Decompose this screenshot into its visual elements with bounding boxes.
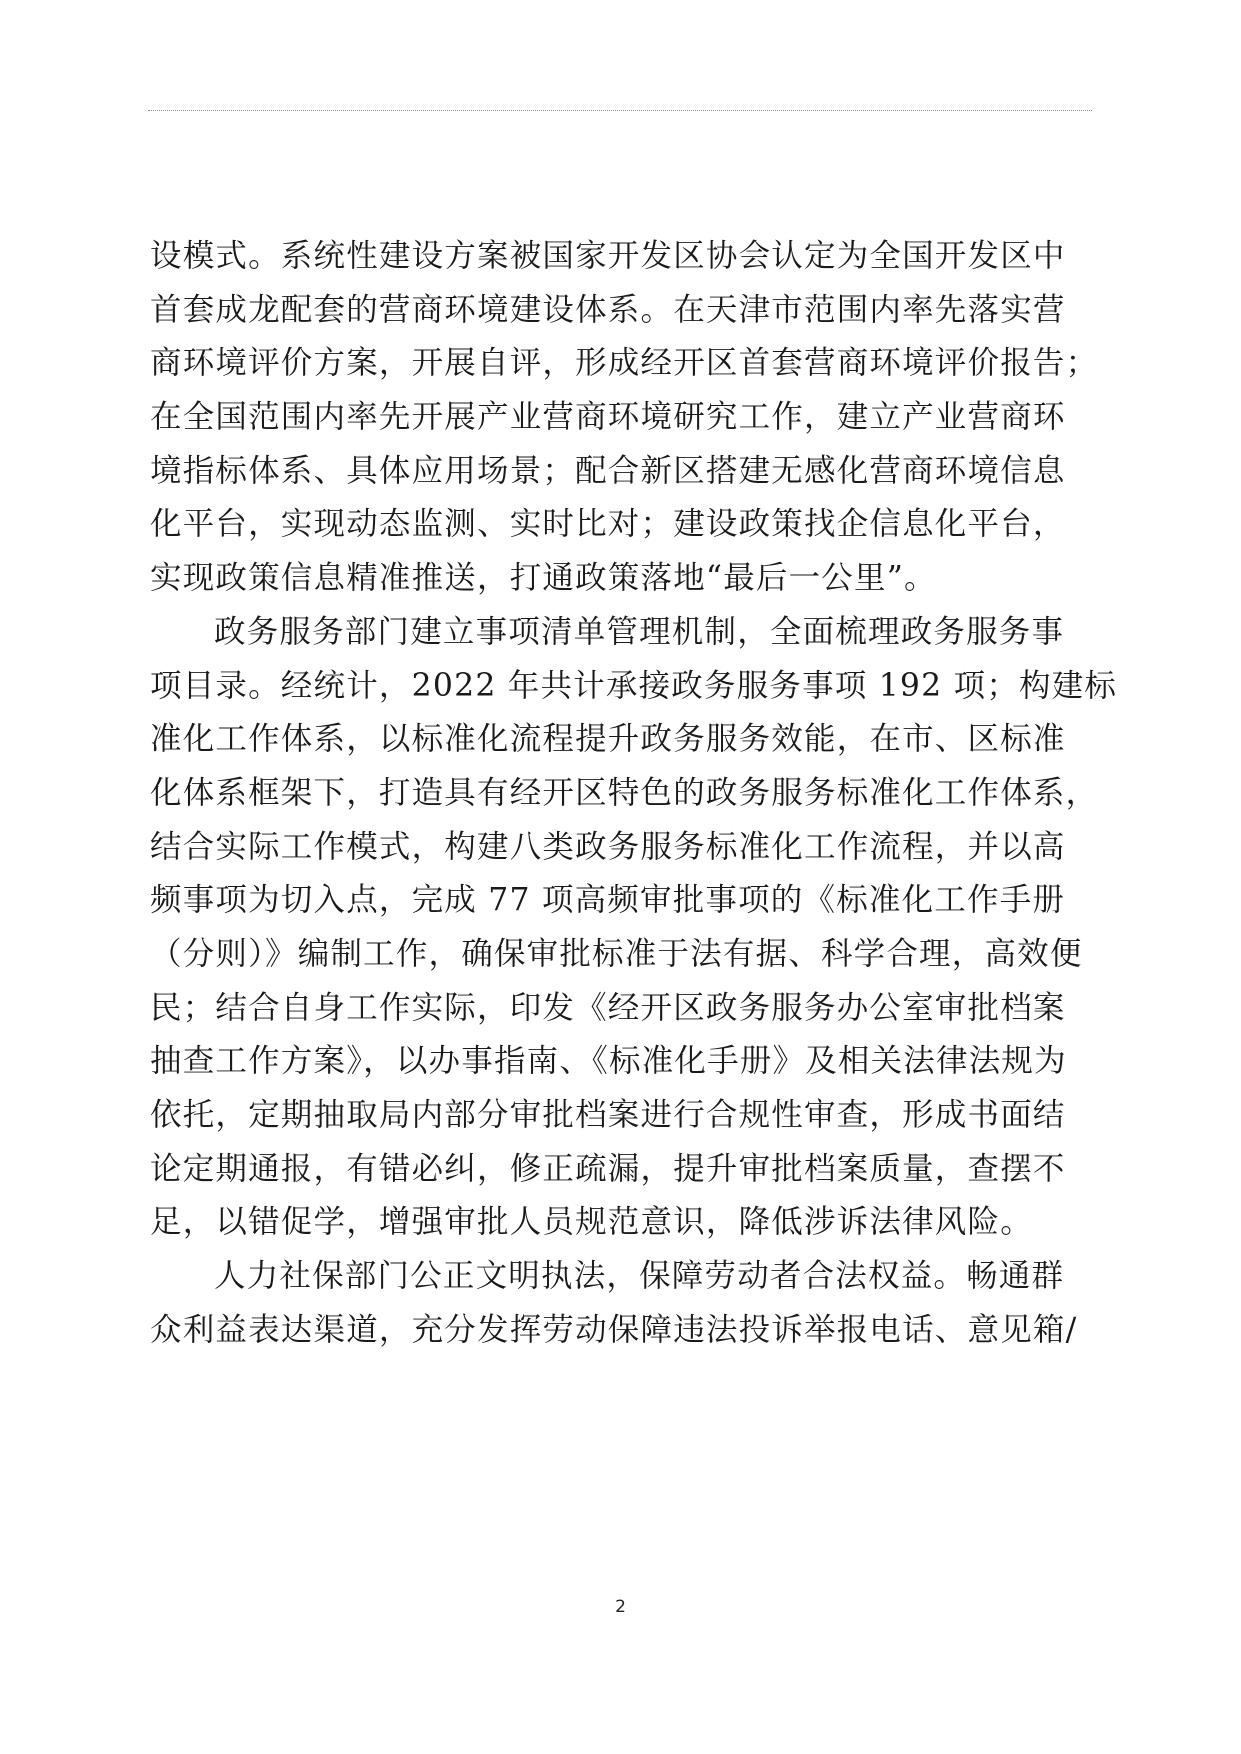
text-line-20: 人力社保部门公正文明执法，保障劳动者合法权益。畅通群 <box>214 1258 1065 1295</box>
text-line-12: 结合实际工作模式，构建八类政务服务标准化工作流程，并以高 <box>150 828 1066 865</box>
text-line-21: 众利益表达渠道，充分发挥劳动保障违法投诉举报电话、意见箱/ <box>150 1311 1078 1348</box>
text-line-9: 项目录。经统计，2022 年共计承接政务服务事项 192 项；构建标 <box>150 667 1118 704</box>
text-line-16: 抽查工作方案》，以办事指南、《标准化手册》及相关法律法规为 <box>150 1043 1067 1080</box>
text-line-7: 实现政策信息精准推送，打通政策落地“最后一公里”。 <box>150 560 937 597</box>
text-line-8: 政务服务部门建立事项清单管理机制，全面梳理政务服务事 <box>214 613 1065 650</box>
document-body <box>150 230 1118 1357</box>
text-line-19: 足，以错促学，增强审批人员规范意识，降低涉诉法律风险。 <box>150 1204 1033 1241</box>
header-divider <box>148 110 1092 111</box>
text-line-13: 频事项为切入点，完成 77 项高频审批事项的《标准化工作手册 <box>150 882 1066 919</box>
text-line-10: 准化工作体系，以标准化流程提升政务服务效能，在市、区标准 <box>150 721 1066 758</box>
text-line-18: 论定期通报，有错必纠，修正疏漏，提升审批档案质量，查摆不 <box>150 1150 1066 1187</box>
text-line-2: 首套成龙配套的营商环境建设体系。在天津市范围内率先落实营 <box>150 291 1066 328</box>
text-line-1: 设模式。系统性建设方案被国家开发区协会认定为全国开发区中 <box>150 238 1066 274</box>
page-number: 2 <box>615 1597 626 1617</box>
text-line-5: 境指标体系、具体应用场景；配合新区搭建无感化营商环境信息 <box>150 452 1066 489</box>
text-line-15: 民；结合自身工作实际，印发《经开区政务服务办公室审批档案 <box>150 989 1066 1026</box>
text-line-14: （分则）》编制工作，确保审批标准于法有据、科学合理，高效便 <box>150 935 1083 972</box>
text-line-17: 依托，定期抽取局内部分审批档案进行合规性审查，形成书面结 <box>150 1097 1066 1133</box>
text-line-3: 商环境评价方案，开展自评，形成经开区首套营商环境评价报告； <box>150 345 1099 382</box>
text-line-11: 化体系框架下，打造具有经开区特色的政务服务标准化工作体系， <box>150 774 1099 811</box>
text-line-6: 化平台，实现动态监测、实时比对；建设政策找企信息化平台， <box>150 506 1066 543</box>
text-line-4: 在全国范围内率先开展产业营商环境研究工作，建立产业营商环 <box>150 399 1066 436</box>
